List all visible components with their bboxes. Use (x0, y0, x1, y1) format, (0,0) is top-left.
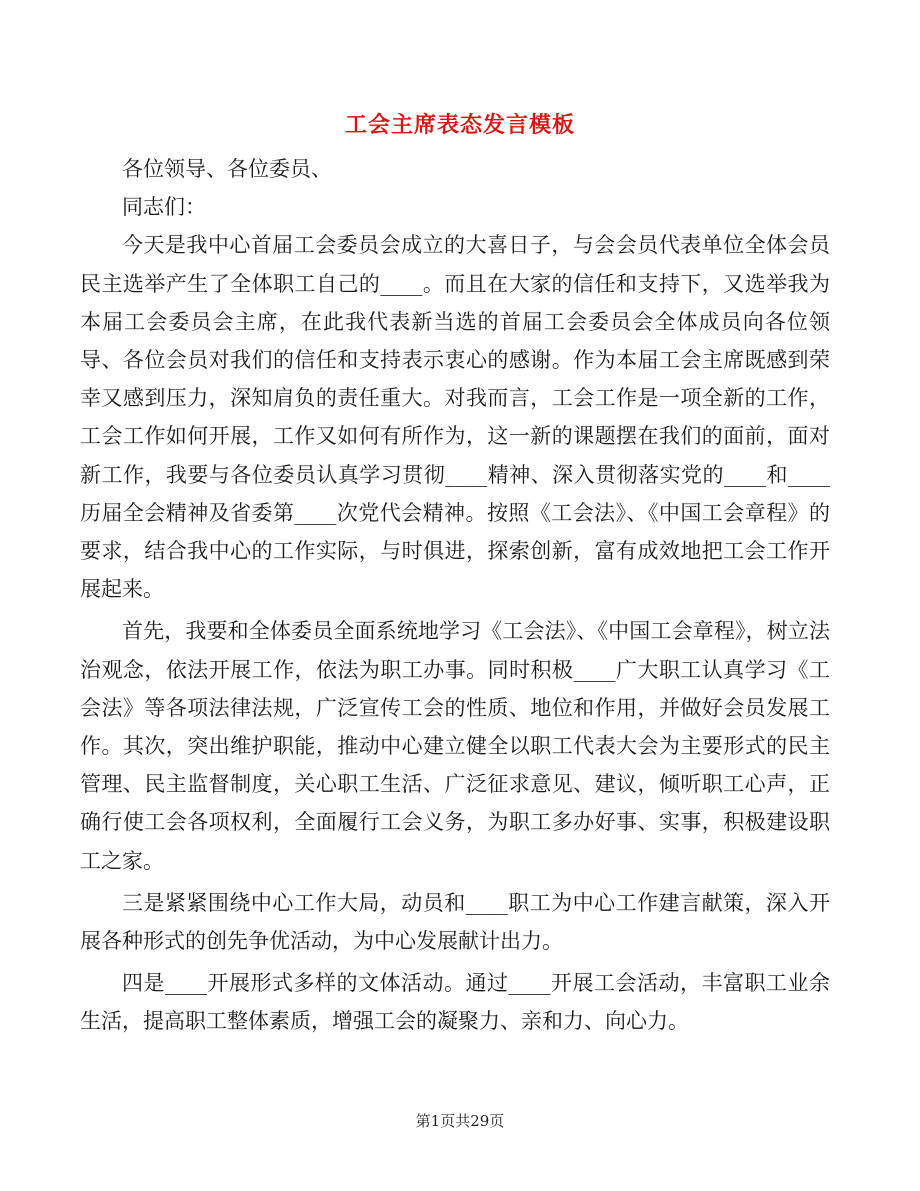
document-body (80, 150, 830, 1041)
document-title: 工会主席表态发言模板 (344, 112, 575, 138)
greeting-line-2: 同志们： (122, 195, 206, 220)
body-paragraph-4: 四是____开展形式多样的文体活动。通过____开展工会活动，丰富职工业余生活，提高职工整体素质，增强工会的凝聚力、亲和力、向心力。 (80, 971, 830, 1034)
page-number-footer: 第1页共29页 (415, 1112, 505, 1130)
body-paragraph-3: 三是紧紧围绕中心工作大局，动员和____职工为中心工作建言献策，深入开展各种形式的创先争优活动，为中心发展献计出力。 (80, 890, 830, 954)
greeting-line-1: 各位领导、各位委员、 (122, 157, 332, 181)
body-paragraph-2: 首先，我要和全体委员全面系统地学习《工会法》、《中国工会章程》，树立法治观念，依法开展工作，依法为职工办事。同时积极____广大职工认真学习《工会法》等各项法律法规，广泛宣传工会的性质、地位和作用，并做好会员发展工作。其次，突出维护职能，推动中心建立健全以职工代表大会为主要形式的民主管理、民主监督制度，关心职工生活、广泛征求意见、建议，倾听职工心声，正确行使工会各项权利，全面履行工会义务，为职工多办好事、实事，积极建设职工之家。 (80, 619, 830, 873)
body-paragraph-1: 今天是我中心首届工会委员会成立的大喜日子，与会会员代表单位全体会员民主选举产生了全体职工自己的____。而且在大家的信任和支持下，又选举我为本届工会委员会主席，在此我代表新当选的首届工会委员会全体成员向各位领导、各位会员对我们的信任和支持表示衷心的感谢。作为本届工会主席既感到荣幸又感到压力，深知肩负的责任重大。对我而言，工会工作是一项全新的工作，工会工作如何开展，工作又如何有所作为，这一新的课题摆在我们的面前，面对新工作，我要与各位委员认真学习贯彻____精神、深入贯彻落实党的____和____历届全会精神及省委第____次党代会精神。按照《工会法》、《中国工会章程》的要求，结合我中心的工作实际，与时俱进，探索创新，富有成效地把工会工作开展起来。 (80, 233, 830, 602)
